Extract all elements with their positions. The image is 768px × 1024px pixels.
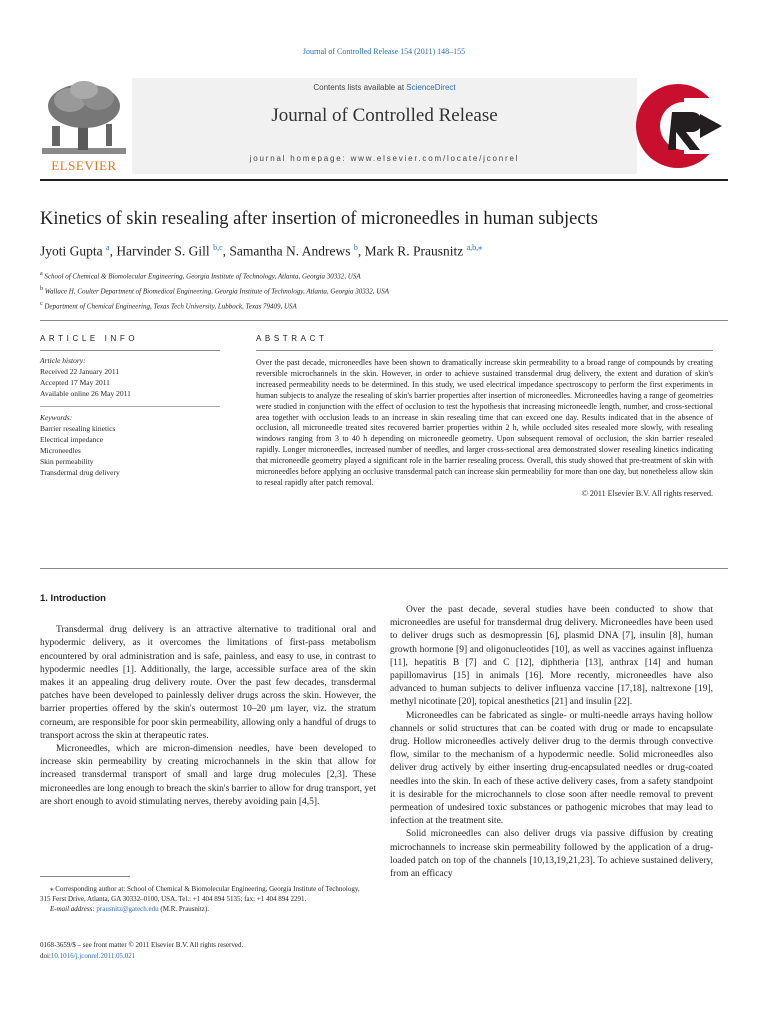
- author-affiliation-mark[interactable]: a: [106, 243, 110, 252]
- abstract-heading: ABSTRACT: [256, 334, 328, 343]
- article-info: [40, 355, 222, 478]
- email-line: E-mail address: prausnitz@gatech.edu (M.R. Prausnitz).: [50, 905, 209, 913]
- issn-line: 0168-3659/$ – see front matter © 2011 Elsevier B.V. All rights reserved.: [40, 941, 244, 949]
- author-name: Harvinder S. Gill: [116, 243, 210, 259]
- bottom-matter: [40, 940, 370, 962]
- history-item: Received 22 January 2011: [40, 367, 120, 376]
- body-paragraph: Microneedles can be fabricated as single- or multi-needle arrays having hollow channels or solid structures that can be coated with drug or made to encapsulate drug. Hollow microneedles actively deliver drug to the dermis through convective flow, similar to the mechanism of a hypodermic needle. Solid microneedles also deliver drug actively by either inserting drug-encapsulated needles or drug-coated needles into the skin. In each of these active delivery cases, from a safety standpoint it is desirable for the microchannels to close soon after needle removal to prevent permeation of undesired toxic substances or pathogenic microbes that may lead to infection at the treatment site.: [390, 710, 713, 827]
- corresponding-author-note: ⁎ Corresponding author at: School of Chemical & Biomolecular Engineering, Georgia Institute of Technology, 315 Ferst Drive, Atlanta, GA 30332–0100, USA. Tel.: +1 404 894 5135; fax: +1 404 894 2291.: [40, 885, 360, 903]
- sciencedirect-link[interactable]: ScienceDirect: [406, 83, 456, 92]
- author-name: Jyoti Gupta: [40, 243, 103, 259]
- header-rule: [40, 179, 728, 181]
- abstract-rule: [256, 350, 713, 351]
- keyword-item: Skin permeability: [40, 457, 94, 466]
- elsevier-logo: [40, 78, 128, 174]
- body-paragraph: Over the past decade, several studies have been conducted to show that microneedles are useful for transdermal drug delivery. Microneedles have been used to deliver drugs such as desmopressin [6], plasmid DNA [7], insulin [8], human growth hormone [9] and oligonucleotides [10], as well as vaccines against influenza [11], hepatitis B [7] and C [12], diphtheria [13], anthrax [14] and human papillomavirus [15] in animals [16]. More recently, microneedles have also advanced to human subjects to deliver influenza vaccine [17,18], naltrexone [19], methyl nicotinate [20], topical anesthetics [21] and insulin [22].: [390, 605, 713, 708]
- elsevier-tree-icon: [40, 78, 128, 158]
- journal-header: [40, 78, 728, 174]
- section-rule: [40, 320, 728, 321]
- body-paragraph: Microneedles, which are micron-dimension needles, have been developed to increase skin permeability by creating microchannels in the skin that allow for increased transdermal transport of small and large drug molecules [2,3]. These microneedles are long enough to breach the skin's barrier to allow for drug transport, yet are short enough to avoid stimulating nerves, thereby avoiding pain [4,5].: [40, 744, 376, 807]
- abstract: [256, 358, 713, 500]
- email-link[interactable]: prausnitz@gatech.edu: [96, 905, 159, 913]
- history-item: Accepted 17 May 2011: [40, 378, 110, 387]
- section-heading: 1. Introduction: [40, 593, 106, 604]
- author-name: Mark R. Prausnitz: [364, 243, 464, 259]
- author-name: Samantha N. Andrews: [229, 243, 351, 259]
- abstract-copyright: © 2011 Elsevier B.V. All rights reserved.: [581, 488, 713, 498]
- keywords-label: Keywords:: [40, 413, 73, 422]
- footnote-rule: [40, 876, 130, 877]
- author-affiliation-mark[interactable]: b: [353, 243, 358, 252]
- body-rule: [40, 568, 728, 569]
- affiliation-list: [40, 268, 730, 312]
- left-column: [40, 593, 376, 809]
- affiliation-item: $^c$ Department of Chemical Engineering, Texas Tech University, Lubbock, Texas 79409, USA: [40, 300, 297, 310]
- doi-link[interactable]: 10.1016/j.jconrel.2011.05.021: [50, 952, 136, 960]
- journal-title: Journal of Controlled Release: [271, 105, 498, 126]
- footnote: [40, 884, 370, 914]
- author-affiliation-mark[interactable]: a,b,⁎: [466, 243, 483, 252]
- history-label: Article history:: [40, 356, 86, 365]
- history-item: Available online 26 May 2011: [40, 389, 131, 398]
- article-title: Kinetics of skin resealing after insertion of microneedles in human subjects: [40, 209, 598, 229]
- doi-line: doi:10.1016/j.jconrel.2011.05.021: [40, 952, 136, 960]
- journal-reference[interactable]: Journal of Controlled Release 154 (2011) 148–155: [302, 47, 466, 56]
- elsevier-wordmark: ELSEVIER: [51, 158, 117, 173]
- abstract-text: Over the past decade, microneedles have been shown to dramatically increase skin permeability to a broad range of compounds by creating reversible microchannels in the skin. However, in order to achieve sustained transdermal drug delivery, the extent and duration of skin's increased permeability needs to be determined. In this study, we used electrical impedance spectroscopy to perform the first experiments in human subjects to analyze the resealing of skin's barrier properties after insertion of microneedles. Microneedles having a range of geometries were studied in conjunction with the effect of occlusion to test the hypothesis that increasing microneedle length, number, and cross-sectional area together with occlusion leads to an increase in skin resealing time that can exceed one day. Results indicated that in the absence of occlusion, all microneedle treated sites recovered barrier properties within 2 h, while occluded sites resealed more slowly, with resealing windows ranging from 3 to 40 h depending on microneedle geometry. Upon subsequent removal of occlusion, the skin barrier resealed rapidly. Longer microneedles, increased number of needles, and larger cross-sectional area demonstrated slower resealing kinetics indicating that microneedle geometry played a significant role in the barrier resealing process. Overall, this study showed that pre-treatment of skin with microneedles before applying an occlusive transdermal patch can increase skin permeability for more than one day, but nonetheless allow skin to reseal rapidly after patch removal.: [256, 358, 713, 487]
- keyword-item: Transdermal drug delivery: [40, 468, 120, 477]
- info-rule: [40, 350, 220, 351]
- contents-line: Contents lists available at ScienceDirect: [313, 83, 456, 92]
- body-paragraph: Transdermal drug delivery is an attractive alternative to traditional oral and hypodermic delivery, as it overcomes the limitations of first-pass metabolism encountered by oral administration and is safe, painless, and easy to use, in contrast to hypodermic needles [1]. Additionally, the large, accessible surface area of the skin makes it an appealing drug delivery route. Over the past few decades, transdermal patches have been developed to painlessly deliver drugs across the skin. However, the barrier properties offered by the skin's outermost 10–20 μm layer, viz. the stratum corneum, are responsible for poor skin permeability, allowing only a handful of drugs to transport across the skin at therapeutic rates.: [40, 625, 376, 741]
- keyword-item: Barrier resealing kinetics: [40, 424, 116, 433]
- body-paragraph: Solid microneedles can also deliver drugs via passive diffusion by creating microchannels to increase skin permeability followed by the application of a drug-loaded patch on top of the channels [10,13,19,21,23]. To achieve sustained delivery, from an efficacy: [390, 829, 713, 880]
- right-column: [390, 604, 713, 881]
- affiliation-item: $^a$ School of Chemical & Biomolecular Engineering, Georgia Institute of Technology, Atlanta, Georgia 30332, USA: [40, 271, 361, 281]
- article-info-heading: ARTICLE INFO: [40, 334, 139, 343]
- journal-homepage[interactable]: journal homepage: www.elsevier.com/locate/jconrel: [249, 154, 520, 163]
- journal-cover-icon: [628, 78, 728, 174]
- keyword-item: Electrical impedance: [40, 435, 104, 444]
- affiliation-item: $^b$ Wallace H. Coulter Department of Biomedical Engineering, Georgia Institute of Technology, Atlanta, Georgia 30332, USA: [40, 285, 390, 296]
- author-affiliation-mark[interactable]: b,c: [213, 243, 223, 252]
- author-list: Jyoti Gupta $^a$, Harvinder S. Gill $^{b,c}$, Samantha N. Andrews $^b$, Mark R. Prausnitz $^{a,b,⁎}$: [40, 243, 483, 259]
- keyword-item: Microneedles: [40, 446, 81, 455]
- info-divider: [40, 406, 220, 407]
- journal-banner: [132, 78, 637, 174]
